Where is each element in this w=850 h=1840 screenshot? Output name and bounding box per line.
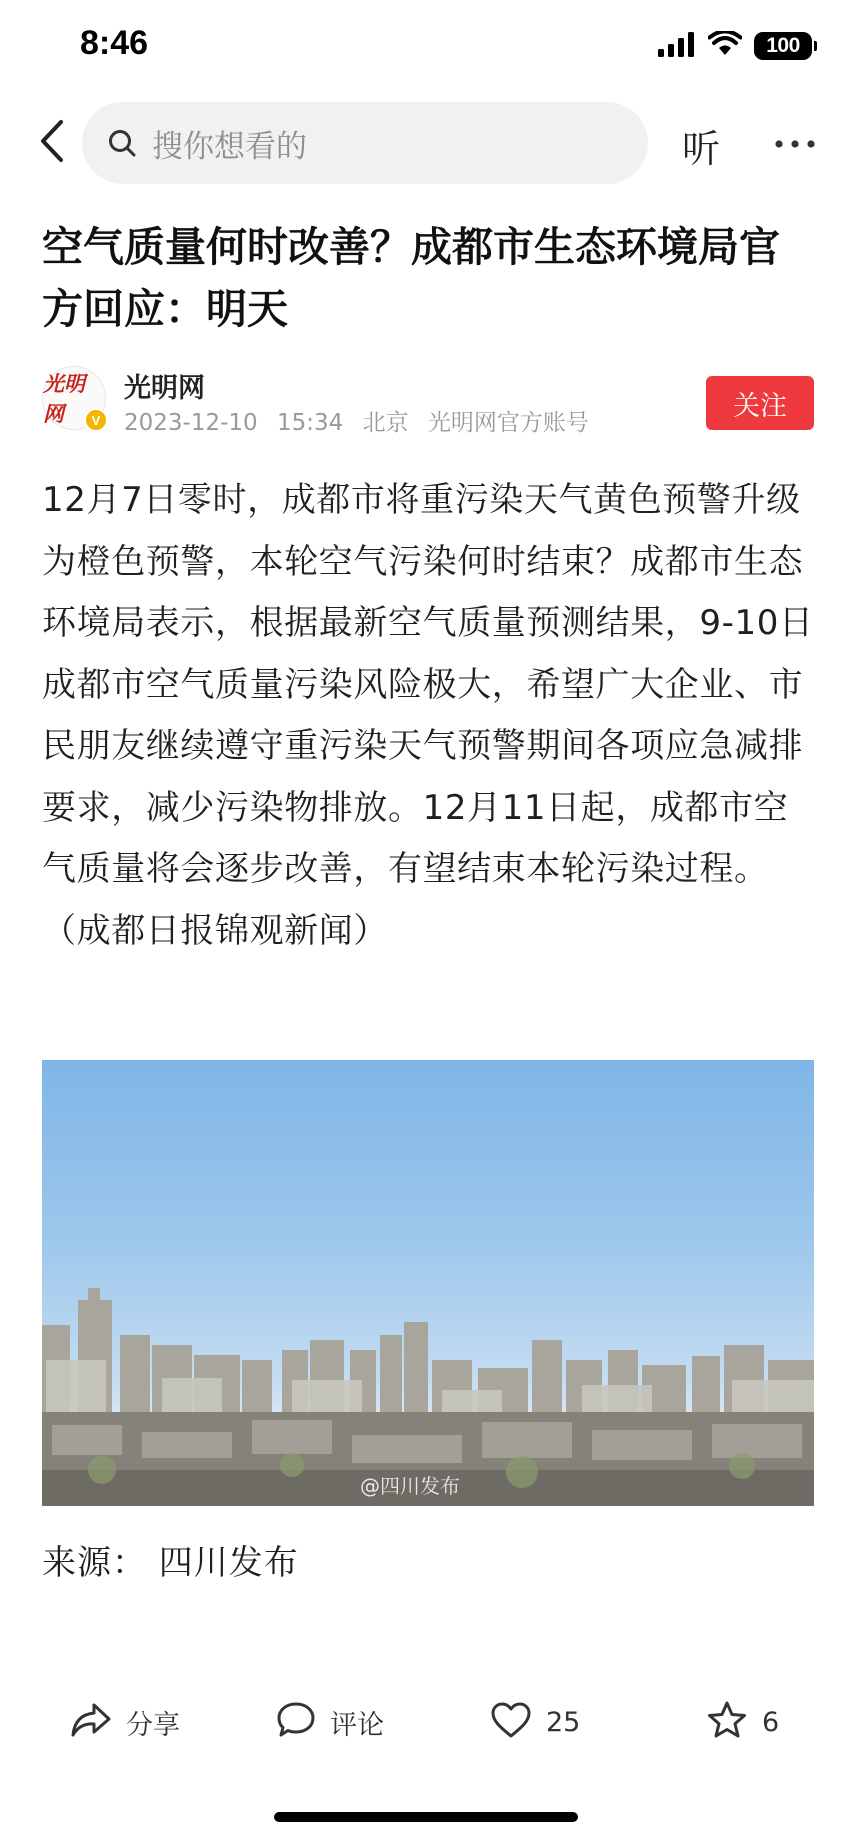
- listen-button[interactable]: 听: [682, 127, 721, 171]
- share-button[interactable]: [70, 1692, 180, 1752]
- star-icon: [706, 1700, 748, 1744]
- search-icon: [106, 127, 138, 159]
- home-indicator[interactable]: [274, 1812, 578, 1822]
- comment-label: 评论: [330, 1709, 384, 1741]
- status-time: 8:46: [80, 24, 149, 62]
- comment-icon: [276, 1701, 316, 1743]
- heart-icon: [490, 1701, 532, 1743]
- photo-watermark: @四川发布: [360, 1474, 460, 1498]
- back-button[interactable]: [30, 116, 74, 170]
- more-button[interactable]: [770, 118, 820, 168]
- battery-icon: [754, 32, 812, 60]
- more-icon: [774, 134, 816, 153]
- avatar-logo: 光明网: [43, 372, 85, 426]
- search-placeholder: 搜你想看的: [152, 128, 307, 165]
- follow-button[interactable]: 关注: [706, 376, 814, 430]
- like-count: 25: [546, 1706, 581, 1738]
- author-meta: [124, 404, 601, 437]
- like-button[interactable]: [490, 1692, 580, 1752]
- nav-bar: [0, 100, 850, 186]
- favorite-count: 6: [762, 1706, 780, 1738]
- publish-date: 2023-12-10: [124, 410, 258, 436]
- status-icons: [658, 30, 812, 62]
- article-photo[interactable]: [42, 1060, 814, 1506]
- author-name[interactable]: 光明网: [124, 373, 205, 404]
- status-bar: [0, 0, 850, 92]
- back-arrow-icon: [39, 119, 65, 167]
- publish-time: 15:34: [276, 410, 344, 436]
- share-label: 分享: [126, 1709, 180, 1741]
- account-label: 光明网官方账号: [427, 410, 589, 436]
- share-icon: [70, 1701, 112, 1743]
- battery-level: 100: [766, 34, 800, 57]
- bottom-action-bar: [0, 1692, 850, 1752]
- article-body: 12月7日零时，成都市将重污染天气黄色预警升级为橙色预警，本轮空气污染何时结束？成都市生态环境局表示，根据最新空气质量预测结果，9-10日成都市空气质量污染风险极大，希望广大企业、市民朋友继续遵守重污染天气预警期间各项应急减排要求，减少污染物排放。12月11日起，成都市空气质量将会逐步改善，有望结束本轮污染过程。（成都日报锦观新闻）: [42, 480, 814, 951]
- author-row: [42, 366, 814, 436]
- article-title: 空气质量何时改善？成都市生态环境局官方回应：明天: [42, 223, 780, 333]
- article-source: 来源： 四川发布: [42, 1543, 299, 1583]
- verified-icon: V: [84, 408, 108, 432]
- publish-location: 北京: [362, 410, 409, 436]
- city-skyline-image: [42, 1060, 814, 1506]
- favorite-button[interactable]: [706, 1692, 779, 1752]
- signal-icon: [658, 31, 696, 61]
- wifi-icon: [708, 31, 742, 61]
- comment-button[interactable]: [276, 1692, 384, 1752]
- search-input[interactable]: [82, 102, 648, 184]
